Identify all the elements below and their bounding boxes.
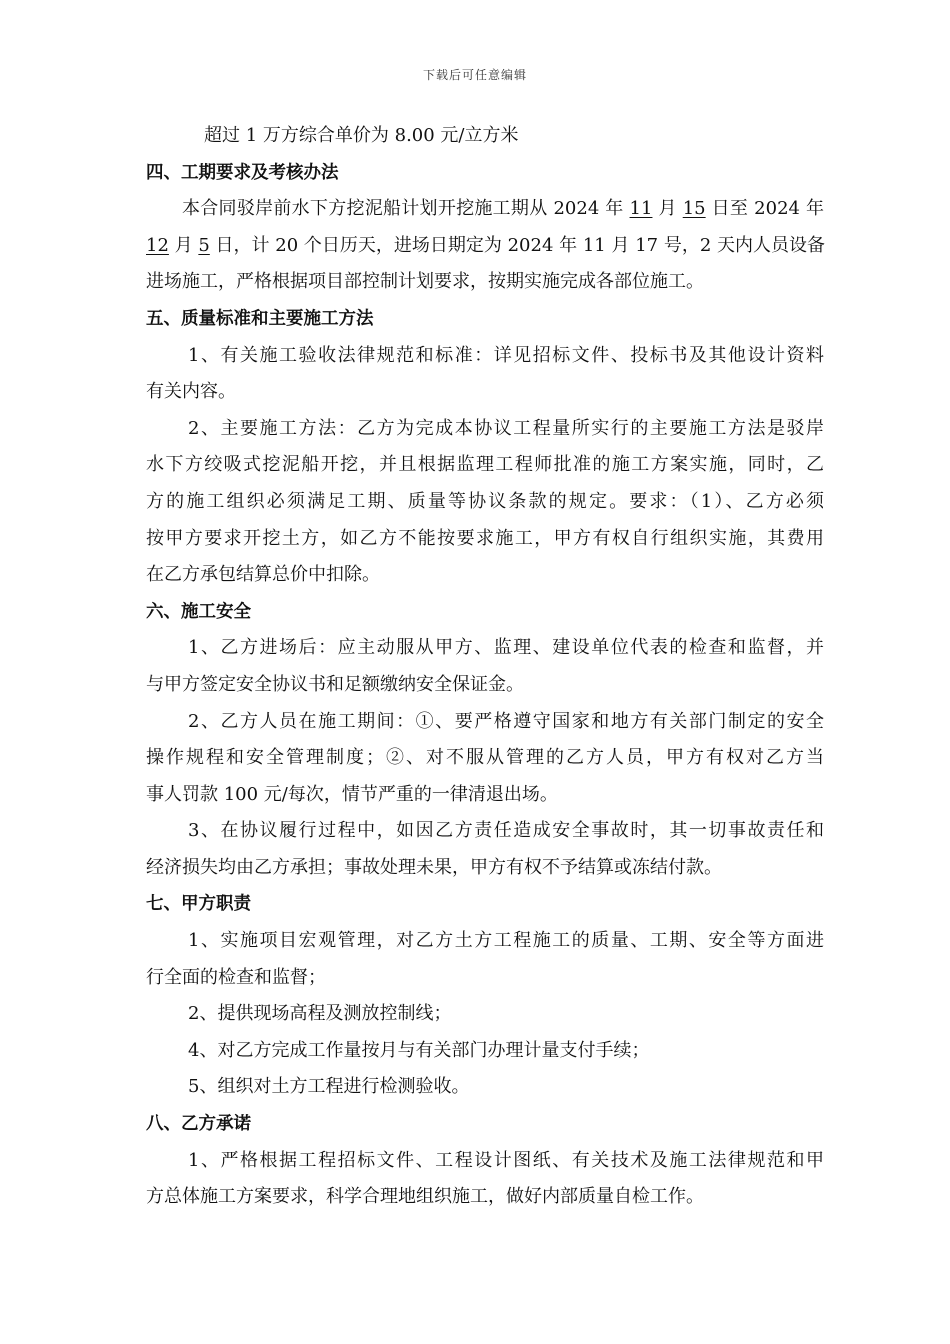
section-heading-8: 八、乙方承诺 <box>146 1114 251 1135</box>
section-heading-7: 七、甲方职责 <box>146 894 251 915</box>
paragraph-line: 1、严格根据工程招标文件、工程设计图纸、有关技术及施工法律规范和甲 <box>188 1149 824 1171</box>
paragraph-line: 有关内容。 <box>146 381 236 403</box>
paragraph-line: 与甲方签定安全协议书和足额缴纳安全保证金。 <box>146 673 524 695</box>
paragraph-line: 经济损失均由乙方承担；事故处理未果，甲方有权不予结算或冻结付款。 <box>146 856 722 878</box>
paragraph-line: 3、在协议履行过程中，如因乙方责任造成安全事故时，其一切事故责任和 <box>188 820 824 842</box>
underlined-month: 12 <box>146 234 169 256</box>
paragraph-line: 2、乙方人员在施工期间：①、要严格遵守国家和地方有关部门制定的安全 <box>188 710 824 732</box>
underlined-month: 11 <box>629 198 653 220</box>
paragraph-line: 1、乙方进场后：应主动服从甲方、监理、建设单位代表的检查和监督，并 <box>188 637 824 659</box>
paragraph-line: 在乙方承包结算总价中扣除。 <box>146 564 380 586</box>
underlined-day: 15 <box>682 198 706 220</box>
paragraph-line: 本合同驳岸前水下方挖泥船计划开挖施工期从 2024 年 11 月 15 日至 2024 年 <box>182 198 824 220</box>
paragraph-line: 2、主要施工方法：乙方为完成本协议工程量所实行的主要施工方法是驳岸 <box>188 417 824 439</box>
document-body <box>146 118 824 1216</box>
paragraph-line: 事人罚款 100 元/每次，情节严重的一律清退出场。 <box>146 783 558 805</box>
paragraph-line: 2、提供现场高程及测放控制线； <box>188 1003 452 1025</box>
paragraph-line: 行全面的检查和监督； <box>146 966 326 988</box>
paragraph-line: 方总体施工方案要求，科学合理地组织施工，做好内部质量自检工作。 <box>146 1186 704 1208</box>
paragraph-line: 操作规程和安全管理制度；②、对不服从管理的乙方人员，甲方有权对乙方当 <box>146 747 824 769</box>
paragraph-line: 按甲方要求开挖土方，如乙方不能按要求施工，甲方有权自行组织实施，其费用 <box>146 527 824 549</box>
section-heading-6: 六、施工安全 <box>146 601 251 622</box>
paragraph-line: 进场施工，严格根据项目部控制计划要求，按期实施完成各部位施工。 <box>146 271 704 293</box>
paragraph-line: 方的施工组织必须满足工期、质量等协议条款的规定。要求：（1）、乙方必须 <box>146 490 824 512</box>
section-heading-4: 四、工期要求及考核办法 <box>146 162 339 183</box>
paragraph-line: 1、实施项目宏观管理，对乙方土方工程施工的质量、工期、安全等方面进 <box>188 930 824 952</box>
underlined-day: 5 <box>198 234 210 256</box>
paragraph-line: 超过 1 万方综合单价为 8.00 元/立方米 <box>204 125 519 146</box>
paragraph-line: 12 月 5 日，计 20 个日历天，进场日期定为 2024 年 11 月 17 号，2 天内人员设备 <box>146 234 826 256</box>
section-heading-5: 五、质量标准和主要施工方法 <box>146 308 374 329</box>
paragraph-line: 5、组织对土方工程进行检测验收。 <box>188 1076 470 1098</box>
paragraph-line: 1、有关施工验收法律规范和标准：详见招标文件、投标书及其他设计资料 <box>188 344 824 366</box>
paragraph-line: 4、对乙方完成工作量按月与有关部门办理计量支付手续； <box>188 1039 650 1061</box>
page-header-note: 下载后可任意编辑 <box>422 68 527 82</box>
paragraph-line: 水下方绞吸式挖泥船开挖，并且根据监理工程师批准的施工方案实施，同时，乙 <box>146 454 824 476</box>
